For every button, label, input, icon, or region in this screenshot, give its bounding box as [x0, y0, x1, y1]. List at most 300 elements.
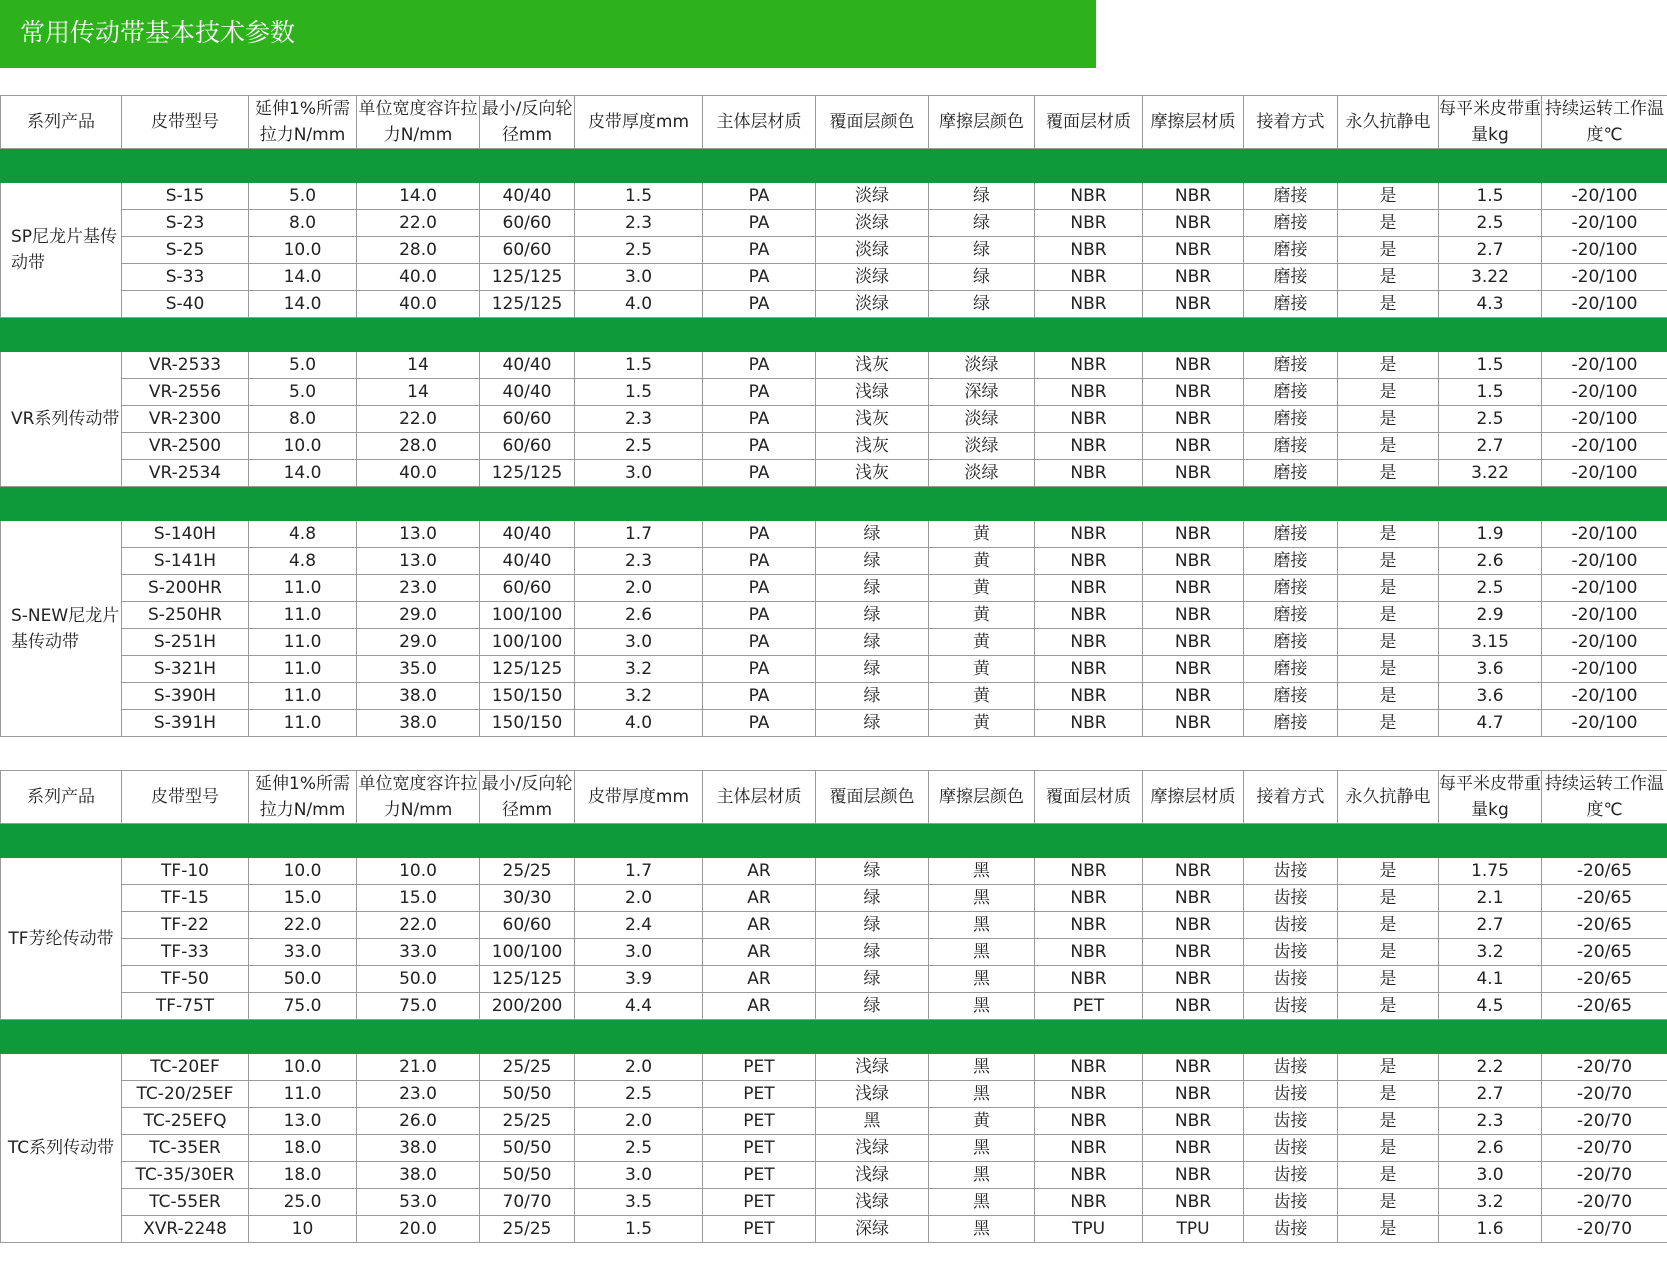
table-cell: NBR	[1143, 521, 1244, 548]
table-row	[1, 1189, 1667, 1216]
model-cell: S-250HR	[122, 602, 249, 629]
table-cell: 125/125	[480, 656, 575, 683]
table-cell: 3.0	[575, 460, 703, 487]
table-cell: 浅灰	[816, 352, 929, 379]
table-cell: 11.0	[249, 602, 357, 629]
header-row	[1, 96, 1667, 149]
table-cell: 100/100	[480, 939, 575, 966]
table-cell: -20/100	[1542, 656, 1667, 683]
series-name-cell: TC系列传动带	[1, 1054, 122, 1243]
table-cell: 是	[1338, 237, 1439, 264]
header-cell: 永久抗静电	[1338, 96, 1439, 149]
table-cell: 1.6	[1439, 1216, 1542, 1243]
table-cell: 绿	[929, 183, 1035, 210]
table-cell: 黑	[929, 1162, 1035, 1189]
section-divider	[1, 149, 1667, 183]
table-cell: 4.0	[575, 710, 703, 737]
table-cell: 齿接	[1244, 1108, 1338, 1135]
table-cell: -20/100	[1542, 264, 1667, 291]
table-cell: -20/70	[1542, 1216, 1667, 1243]
table-cell: 3.0	[1439, 1162, 1542, 1189]
table-cell: PET	[1035, 993, 1143, 1020]
table-cell: -20/100	[1542, 602, 1667, 629]
table-cell: 18.0	[249, 1135, 357, 1162]
table-cell: 28.0	[357, 433, 480, 460]
table-cell: 是	[1338, 183, 1439, 210]
table-cell: 黑	[929, 1216, 1035, 1243]
table-cell: PET	[703, 1189, 816, 1216]
header-cell: 摩擦层颜色	[929, 96, 1035, 149]
table-cell: NBR	[1143, 264, 1244, 291]
table-cell: -20/100	[1542, 575, 1667, 602]
table-cell: 4.3	[1439, 291, 1542, 318]
model-cell: TC-20EF	[122, 1054, 249, 1081]
table-cell: NBR	[1035, 521, 1143, 548]
table-cell: 10.0	[249, 1054, 357, 1081]
table-cell: 是	[1338, 460, 1439, 487]
table-cell: 2.6	[575, 602, 703, 629]
table-cell: 黑	[929, 1135, 1035, 1162]
section-divider-bar	[1, 1020, 1667, 1054]
table-cell: 40/40	[480, 548, 575, 575]
table-row	[1, 460, 1667, 487]
table-cell: 黑	[816, 1108, 929, 1135]
table-cell: 绿	[816, 858, 929, 885]
table-cell: 黄	[929, 1108, 1035, 1135]
table-cell: 浅绿	[816, 1189, 929, 1216]
series-name-cell: SP尼龙片基传动带	[1, 183, 122, 318]
table-cell: 23.0	[357, 575, 480, 602]
table-cell: 10.0	[249, 858, 357, 885]
model-cell: VR-2534	[122, 460, 249, 487]
table-cell: 4.8	[249, 548, 357, 575]
table-cell: 40.0	[357, 291, 480, 318]
table-cell: 70/70	[480, 1189, 575, 1216]
header-cell: 接着方式	[1244, 771, 1338, 824]
table-cell: -20/100	[1542, 433, 1667, 460]
table-row	[1, 210, 1667, 237]
table-cell: NBR	[1035, 548, 1143, 575]
table-cell: 14.0	[357, 183, 480, 210]
table-cell: -20/70	[1542, 1162, 1667, 1189]
header-cell: 延伸1%所需拉力N/mm	[249, 771, 357, 824]
table-cell: 3.0	[575, 939, 703, 966]
table-cell: PA	[703, 460, 816, 487]
table-cell: NBR	[1143, 993, 1244, 1020]
table-cell: 磨接	[1244, 352, 1338, 379]
header-cell: 主体层材质	[703, 96, 816, 149]
table-cell: PA	[703, 379, 816, 406]
table-cell: NBR	[1143, 602, 1244, 629]
model-cell: S-251H	[122, 629, 249, 656]
table-cell: 2.1	[1439, 885, 1542, 912]
table-cell: 40.0	[357, 264, 480, 291]
table-cell: NBR	[1035, 264, 1143, 291]
table-row	[1, 656, 1667, 683]
table-cell: 齿接	[1244, 858, 1338, 885]
table-cell: NBR	[1143, 966, 1244, 993]
table-cell: TPU	[1035, 1216, 1143, 1243]
table-cell: 浅绿	[816, 379, 929, 406]
table-cell: 浅绿	[816, 1162, 929, 1189]
table-cell: PA	[703, 183, 816, 210]
table-cell: NBR	[1143, 1081, 1244, 1108]
table-row	[1, 912, 1667, 939]
table-cell: 2.7	[1439, 237, 1542, 264]
header-cell: 每平米皮带重量kg	[1439, 771, 1542, 824]
table-row	[1, 602, 1667, 629]
table-cell: 浅绿	[816, 1054, 929, 1081]
header-cell: 摩擦层颜色	[929, 771, 1035, 824]
model-cell: S-140H	[122, 521, 249, 548]
table-cell: PET	[703, 1162, 816, 1189]
table-cell: -20/70	[1542, 1108, 1667, 1135]
table-cell: 3.15	[1439, 629, 1542, 656]
table-cell: PA	[703, 629, 816, 656]
table-cell: 淡绿	[929, 433, 1035, 460]
table-cell: PA	[703, 210, 816, 237]
table-cell: 黄	[929, 629, 1035, 656]
table-cell: 磨接	[1244, 710, 1338, 737]
table-cell: PET	[703, 1216, 816, 1243]
section-divider	[1, 318, 1667, 352]
table-cell: 是	[1338, 1081, 1439, 1108]
table-cell: 浅绿	[816, 1081, 929, 1108]
table-cell: 是	[1338, 210, 1439, 237]
table-cell: PA	[703, 237, 816, 264]
table-cell: 10.0	[249, 433, 357, 460]
table-cell: 黑	[929, 858, 1035, 885]
table-cell: -20/70	[1542, 1135, 1667, 1162]
table-cell: 21.0	[357, 1054, 480, 1081]
table-cell: 齿接	[1244, 939, 1338, 966]
table-cell: 绿	[816, 602, 929, 629]
table-cell: 是	[1338, 291, 1439, 318]
table-cell: 3.9	[575, 966, 703, 993]
table-cell: 11.0	[249, 1081, 357, 1108]
table-cell: 深绿	[929, 379, 1035, 406]
table-cell: 齿接	[1244, 993, 1338, 1020]
table-cell: 2.7	[1439, 912, 1542, 939]
table-cell: 22.0	[357, 210, 480, 237]
table-cell: 黄	[929, 602, 1035, 629]
table-cell: NBR	[1143, 406, 1244, 433]
table-cell: 齿接	[1244, 1135, 1338, 1162]
table-cell: NBR	[1143, 237, 1244, 264]
table-cell: 磨接	[1244, 433, 1338, 460]
table-cell: 绿	[816, 683, 929, 710]
model-cell: S-40	[122, 291, 249, 318]
table-cell: 2.6	[1439, 548, 1542, 575]
table-cell: 8.0	[249, 406, 357, 433]
table-row	[1, 1162, 1667, 1189]
table-cell: PA	[703, 683, 816, 710]
table-cell: 黄	[929, 710, 1035, 737]
table-cell: 是	[1338, 406, 1439, 433]
table-cell: 30/30	[480, 885, 575, 912]
table-row	[1, 352, 1667, 379]
series-name-cell: TF芳纶传动带	[1, 858, 122, 1020]
table-cell: -20/65	[1542, 912, 1667, 939]
table-cell: -20/100	[1542, 548, 1667, 575]
table-cell: 绿	[816, 575, 929, 602]
table-cell: 200/200	[480, 993, 575, 1020]
header-cell: 皮带型号	[122, 771, 249, 824]
table-cell: 3.0	[575, 629, 703, 656]
model-cell: VR-2300	[122, 406, 249, 433]
header-cell: 系列产品	[1, 96, 122, 149]
table-cell: 3.2	[575, 656, 703, 683]
table-cell: 是	[1338, 521, 1439, 548]
table-cell: 125/125	[480, 291, 575, 318]
table-cell: 齿接	[1244, 1081, 1338, 1108]
table-cell: 2.3	[1439, 1108, 1542, 1135]
table-cell: 22.0	[249, 912, 357, 939]
table-cell: 2.3	[575, 210, 703, 237]
table-cell: PA	[703, 575, 816, 602]
model-cell: S-23	[122, 210, 249, 237]
table-cell: 38.0	[357, 1162, 480, 1189]
table-cell: 磨接	[1244, 683, 1338, 710]
header-cell: 延伸1%所需拉力N/mm	[249, 96, 357, 149]
table-cell: 是	[1338, 548, 1439, 575]
table-cell: 33.0	[357, 939, 480, 966]
table-cell: 22.0	[357, 912, 480, 939]
table-cell: 26.0	[357, 1108, 480, 1135]
model-cell: TF-50	[122, 966, 249, 993]
table-cell: 2.5	[1439, 406, 1542, 433]
table-cell: 绿	[816, 629, 929, 656]
table-cell: 40.0	[357, 460, 480, 487]
table-cell: AR	[703, 993, 816, 1020]
table-cell: 4.0	[575, 291, 703, 318]
table-cell: 2.6	[1439, 1135, 1542, 1162]
table-cell: 磨接	[1244, 406, 1338, 433]
header-row	[1, 771, 1667, 824]
header-cell: 摩擦层材质	[1143, 96, 1244, 149]
table-cell: 1.5	[1439, 183, 1542, 210]
table-cell: 11.0	[249, 629, 357, 656]
table-cell: 3.2	[575, 683, 703, 710]
table-row	[1, 237, 1667, 264]
table-row	[1, 1135, 1667, 1162]
table-cell: 50.0	[249, 966, 357, 993]
table-cell: 40/40	[480, 183, 575, 210]
table-cell: 2.5	[1439, 210, 1542, 237]
table-cell: 绿	[816, 939, 929, 966]
table-cell: 2.0	[575, 1054, 703, 1081]
table-cell: 10.0	[357, 858, 480, 885]
table-cell: 1.9	[1439, 521, 1542, 548]
table-cell: 是	[1338, 1108, 1439, 1135]
table-cell: 齿接	[1244, 885, 1338, 912]
table-cell: 3.0	[575, 264, 703, 291]
table-cell: NBR	[1143, 858, 1244, 885]
table-cell: PA	[703, 710, 816, 737]
table-row	[1, 1108, 1667, 1135]
table-cell: NBR	[1143, 352, 1244, 379]
table-cell: PA	[703, 433, 816, 460]
table-cell: 60/60	[480, 406, 575, 433]
table-body	[1, 149, 1667, 737]
table-cell: NBR	[1143, 460, 1244, 487]
table-cell: 黑	[929, 912, 1035, 939]
model-cell: S-15	[122, 183, 249, 210]
table-cell: NBR	[1035, 602, 1143, 629]
table-cell: 是	[1338, 1054, 1439, 1081]
table-cell: 2.0	[575, 885, 703, 912]
table-cell: 淡绿	[816, 264, 929, 291]
model-cell: S-321H	[122, 656, 249, 683]
table-cell: 齿接	[1244, 912, 1338, 939]
table-cell: AR	[703, 885, 816, 912]
table-cell: 2.7	[1439, 433, 1542, 460]
table-cell: NBR	[1143, 656, 1244, 683]
table-cell: -20/100	[1542, 710, 1667, 737]
table-cell: 黑	[929, 885, 1035, 912]
table-cell: 磨接	[1244, 264, 1338, 291]
table-cell: 50.0	[357, 966, 480, 993]
table-row	[1, 183, 1667, 210]
header-cell: 最小/反向轮径mm	[480, 96, 575, 149]
table-cell: 齿接	[1244, 1054, 1338, 1081]
table-row	[1, 629, 1667, 656]
table-cell: 是	[1338, 264, 1439, 291]
table-cell: NBR	[1143, 885, 1244, 912]
table-cell: 38.0	[357, 1135, 480, 1162]
model-cell: S-391H	[122, 710, 249, 737]
table-cell: NBR	[1035, 433, 1143, 460]
table-cell: 8.0	[249, 210, 357, 237]
header-cell: 皮带厚度mm	[575, 96, 703, 149]
table-cell: 38.0	[357, 683, 480, 710]
table-cell: 11.0	[249, 710, 357, 737]
table-cell: 60/60	[480, 433, 575, 460]
table-cell: 磨接	[1244, 575, 1338, 602]
table-cell: 14.0	[249, 291, 357, 318]
header-cell: 皮带型号	[122, 96, 249, 149]
table-cell: 2.7	[1439, 1081, 1542, 1108]
section-divider	[1, 487, 1667, 521]
table-cell: 黑	[929, 1054, 1035, 1081]
header-cell: 永久抗静电	[1338, 771, 1439, 824]
table-cell: 黄	[929, 548, 1035, 575]
table-cell: 100/100	[480, 602, 575, 629]
table-cell: -20/65	[1542, 939, 1667, 966]
table-cell: AR	[703, 939, 816, 966]
table-cell: 黑	[929, 939, 1035, 966]
table-cell: PA	[703, 656, 816, 683]
table-cell: 淡绿	[929, 352, 1035, 379]
header-cell: 摩擦层材质	[1143, 771, 1244, 824]
table-cell: PET	[703, 1108, 816, 1135]
table-cell: 黄	[929, 521, 1035, 548]
table-cell: -20/65	[1542, 966, 1667, 993]
table-cell: 125/125	[480, 966, 575, 993]
table-cell: 5.0	[249, 352, 357, 379]
table-cell: NBR	[1035, 912, 1143, 939]
header-cell: 覆面层颜色	[816, 96, 929, 149]
model-cell: TC-35ER	[122, 1135, 249, 1162]
table-cell: 125/125	[480, 264, 575, 291]
table-cell: 磨接	[1244, 521, 1338, 548]
table-cell: 绿	[816, 885, 929, 912]
table-cell: 3.2	[1439, 1189, 1542, 1216]
table-cell: 浅绿	[816, 1135, 929, 1162]
table-cell: 11.0	[249, 683, 357, 710]
table-cell: 1.5	[1439, 379, 1542, 406]
table-cell: NBR	[1143, 575, 1244, 602]
table-cell: 是	[1338, 433, 1439, 460]
table-cell: 28.0	[357, 237, 480, 264]
table-cell: 2.5	[1439, 575, 1542, 602]
table-cell: 2.9	[1439, 602, 1542, 629]
table-cell: 60/60	[480, 237, 575, 264]
table-cell: NBR	[1143, 210, 1244, 237]
table-cell: 磨接	[1244, 210, 1338, 237]
header-cell: 持续运转工作温度℃	[1542, 771, 1667, 824]
section-divider	[1, 1020, 1667, 1054]
table-cell: NBR	[1143, 183, 1244, 210]
table-cell: 浅灰	[816, 433, 929, 460]
table-cell: 40/40	[480, 521, 575, 548]
table-cell: NBR	[1035, 460, 1143, 487]
series-name-cell: VR系列传动带	[1, 352, 122, 487]
table-cell: 53.0	[357, 1189, 480, 1216]
table-row	[1, 858, 1667, 885]
table-cell: 1.5	[575, 183, 703, 210]
section-divider-bar	[1, 149, 1667, 183]
table-cell: 50/50	[480, 1081, 575, 1108]
table-row	[1, 1054, 1667, 1081]
header-cell: 接着方式	[1244, 96, 1338, 149]
table-cell: 黑	[929, 966, 1035, 993]
table-cell: 1.5	[575, 379, 703, 406]
header-cell: 每平米皮带重量kg	[1439, 96, 1542, 149]
table-cell: NBR	[1035, 683, 1143, 710]
header-cell: 皮带厚度mm	[575, 771, 703, 824]
model-cell: TF-22	[122, 912, 249, 939]
table-cell: 黄	[929, 683, 1035, 710]
table-cell: NBR	[1035, 710, 1143, 737]
table-cell: NBR	[1143, 710, 1244, 737]
table-row	[1, 710, 1667, 737]
table-cell: 4.7	[1439, 710, 1542, 737]
table-cell: 磨接	[1244, 629, 1338, 656]
table-cell: 浅灰	[816, 460, 929, 487]
table-cell: NBR	[1035, 656, 1143, 683]
table-row	[1, 379, 1667, 406]
table-cell: -20/100	[1542, 183, 1667, 210]
table-cell: 2.4	[575, 912, 703, 939]
table-cell: 35.0	[357, 656, 480, 683]
table-cell: -20/65	[1542, 885, 1667, 912]
table-cell: 4.5	[1439, 993, 1542, 1020]
table-cell: 黑	[929, 1081, 1035, 1108]
table-cell: AR	[703, 858, 816, 885]
table-cell: NBR	[1143, 379, 1244, 406]
table-cell: 50/50	[480, 1135, 575, 1162]
series-name-cell: S-NEW尼龙片基传动带	[1, 521, 122, 737]
table-cell: 淡绿	[929, 406, 1035, 433]
table-cell: 1.5	[1439, 352, 1542, 379]
section-divider-bar	[1, 824, 1667, 858]
model-cell: TC-20/25EF	[122, 1081, 249, 1108]
table-cell: 14.0	[249, 264, 357, 291]
table-row	[1, 1081, 1667, 1108]
table-cell: 是	[1338, 1216, 1439, 1243]
model-cell: TF-10	[122, 858, 249, 885]
